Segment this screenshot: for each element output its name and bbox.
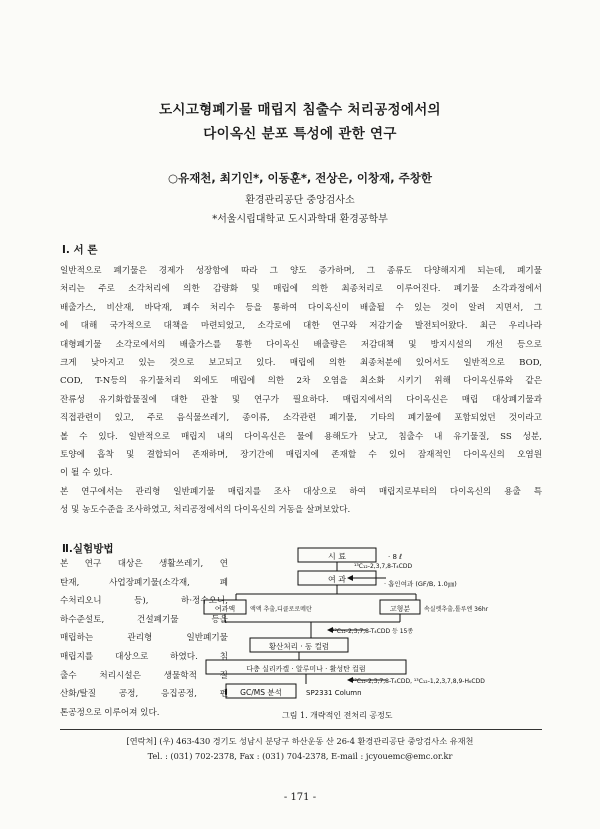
intro-line: COD, T-N등의 유기물처리 외에도 매립에 의한 2차 오염을 최소화 시키기 위해 다이옥신류와 같은 bbox=[60, 376, 542, 387]
intro-line: 크게 낮아지고 있는 것으로 보고되고 있다. 매립에 의한 최종처분에 있어서도 일반적으로 BOD, bbox=[60, 358, 542, 369]
methods-line: 매립지를 대상으로 하였다. 침 bbox=[60, 651, 228, 662]
affiliation-2: *서울시립대학교 도시과학대 환경공학부 bbox=[212, 214, 388, 225]
page-number: - 171 - bbox=[283, 792, 317, 803]
contact-line-2: Tel. : (031) 702-2378, Fax : (031) 704-2378, E-mail : jcyouemc@emc.or.kr bbox=[147, 751, 453, 761]
sample-label: 시 료 bbox=[328, 552, 346, 561]
author-list: ○유재천, 최기인*, 이동훈*, 전상은, 이창재, 주창한 bbox=[168, 171, 432, 185]
spike-standard-3: ¹³C₁₂-2,3,7,8-T₄CDD, ¹³C₁₂-1,2,3,7,8,9-H₆CDD bbox=[352, 678, 485, 685]
multilayer-column-label: 다층 실리카겔 · 알루미나 · 활성탄 컬럼 bbox=[246, 665, 366, 673]
methods-line: 본 연구 대상은 생활쓰레기, 연 bbox=[60, 559, 228, 569]
filtrate-label: 여과액 bbox=[214, 605, 236, 613]
solid-note: 속실렛추출,톨루엔 36hr bbox=[424, 606, 489, 613]
section-heading-methods: Ⅱ.실험방법 bbox=[62, 543, 114, 555]
methods-paragraph bbox=[60, 555, 228, 722]
footer-rule bbox=[60, 729, 542, 730]
affiliation-1: 환경관리공단 중앙검사소 bbox=[245, 195, 355, 206]
methods-line: 출수 처리시설은 생물학적 질 bbox=[60, 670, 228, 681]
paper-title-line-1: 도시고형폐기물 매립지 침출수 처리공정에서의 bbox=[159, 102, 441, 118]
methods-line: 산화/탈질 공정, 응집공정, 펜 bbox=[60, 689, 228, 700]
section-heading-introduction: Ⅰ. 서 론 bbox=[62, 244, 98, 256]
intro-line: 이 될 수 있다. bbox=[60, 468, 113, 479]
intro-line: 직접관련이 있고, 주로 음식물쓰레기, 종이류, 소각관련 폐기물, 기타의 폐기물에 포함되었던 것이라고 bbox=[60, 413, 542, 424]
contact-line-1: [연락처] (우) 463-430 경기도 성남시 분당구 하산운동 산 26-4 환경관리공단 중앙검사소 유재천 bbox=[126, 736, 474, 746]
filtrate-note: 액액 추출,디클로로메탄 bbox=[250, 606, 312, 613]
intro-line: 토양에 흡착 및 결합되어 존재하며, 장기간에 매립지에 존재할 수 있어 잠재적인 다이옥신의 오염원 bbox=[60, 450, 542, 461]
figure-1-caption: 그림 1. 개략적인 전처리 공정도 bbox=[282, 711, 393, 720]
sample-volume-note: · 8 ℓ bbox=[388, 553, 403, 561]
intro-line: 처리는 주로 소각처리에 의한 감량화 및 매립에 의한 최종처리로 이루어진다. 폐기물 소각과정에서 bbox=[60, 284, 542, 295]
solid-label: 고형분 bbox=[389, 605, 411, 613]
gcms-label: GC/MS 분석 bbox=[240, 688, 282, 697]
intro-line: 대형폐기물 소각로에서의 배출가스를 통한 다이옥신 배출량은 저감대책 및 방지시설의 개선 등으로 bbox=[60, 339, 542, 350]
filter-note: · 흡인여과 (GF/B, 1.0㎛) bbox=[384, 580, 457, 588]
methods-line: 수처리오니 등), 하·정수오니, bbox=[60, 596, 228, 607]
intro-line: 본 연구에서는 관리형 일반폐기물 매립지를 조사 대상으로 하여 매립지로부터의 다이옥신의 용출 특 bbox=[60, 486, 542, 497]
methods-line: 탄재, 사업장폐기물(소각재, 폐 bbox=[60, 577, 228, 588]
intro-line: 볼 수 있다. 일반적으로 매립지 내의 다이옥신은 물에 용해도가 낮고, 침출수 내 유기물질, SS 성분, bbox=[60, 431, 542, 442]
introduction-paragraph bbox=[60, 262, 542, 520]
intro-line: 에 대해 국가적으로 대책을 마련되었고, 소각로에 대한 연구와 저감기술 발전되어왔다. 최근 우리나라 bbox=[60, 321, 542, 332]
pretreatment-flow-diagram bbox=[214, 552, 546, 706]
methods-line: 매립하는 관리형 일반폐기물 bbox=[60, 633, 228, 644]
intro-line: 잔류성 유기화합물질에 대한 관찰 및 연구가 필요하다. 매립지에서의 다이옥신은 매립 대상폐기물과 bbox=[60, 394, 542, 405]
spike-standard-2: ¹³C₁₂-2,3,7,8-T₄CDD 등 15종 bbox=[332, 628, 414, 635]
intro-line: 성 및 농도수준을 조사하였고, 처리공정에서의 다이옥신의 거동을 살펴보았다. bbox=[60, 505, 351, 516]
paper-title-line-2: 다이옥신 분포 특성에 관한 연구 bbox=[203, 126, 397, 142]
methods-line: 하수준설토, 건설폐기물 등을 bbox=[60, 614, 228, 625]
intro-line: 일반적으로 폐기물은 경제가 성장함에 따라 그 양도 증가하며, 그 종류도 다양해지게 되는데, 폐기물 bbox=[60, 266, 542, 276]
sulfuric-acid-label: 황산처리 · 동 컬럼 bbox=[268, 642, 330, 651]
intro-line: 배출가스, 비산재, 바닥재, 폐수 처리수 등을 통하여 다이옥신이 배출될 수 있는 것이 알려 지면서, 그 bbox=[60, 302, 542, 313]
filter-label: 여 과 bbox=[328, 575, 346, 584]
methods-line: 톤공정으로 이루어져 있다. bbox=[60, 707, 160, 718]
column-label: SP2331 Column bbox=[306, 689, 362, 697]
spike-standard-1: ¹³C₁₂-2,3,7,8-T₄CDD bbox=[354, 563, 413, 570]
